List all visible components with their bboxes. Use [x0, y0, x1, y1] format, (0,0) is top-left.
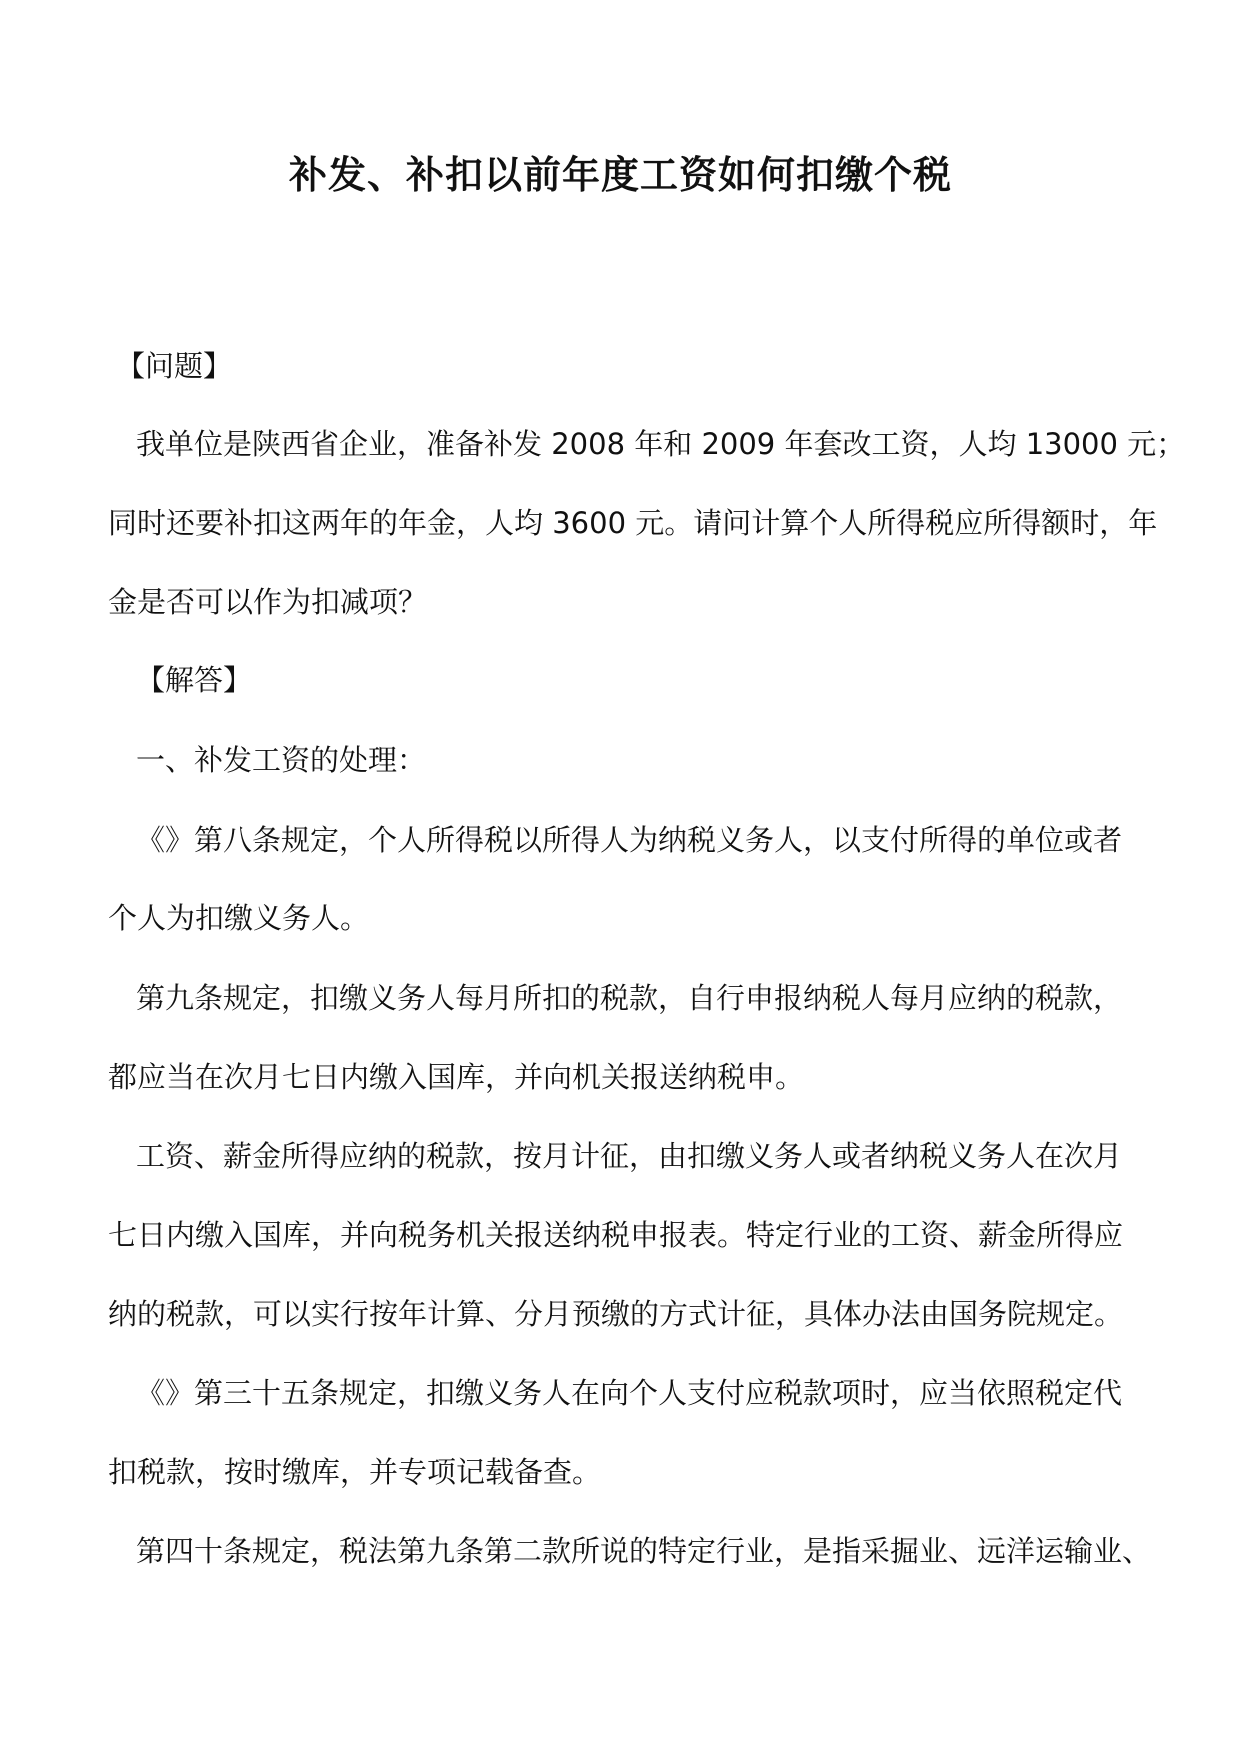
paragraph-line: 个人为扣缴义务人。 — [108, 901, 370, 935]
paragraph-line: 《》第八条规定，个人所得税以所得人为纳税义务人，以支付所得的单位或者 — [136, 823, 1123, 857]
paragraph-line: 七日内缴入国库，并向税务机关报送纳税申报表。特定行业的工资、薪金所得应 — [108, 1218, 1124, 1252]
paragraph-line: 《》第三十五条规定，扣缴义务人在向个人支付应税款项时，应当依照税定代 — [136, 1376, 1123, 1410]
question-label: 【问题】 — [116, 349, 233, 383]
section-heading: 一、补发工资的处理： — [136, 743, 427, 777]
question-line: 金是否可以作为扣减项？ — [108, 585, 428, 619]
answer-label: 【解答】 — [136, 663, 253, 697]
document-title: 补发、补扣以前年度工资如何扣缴个税 — [288, 152, 952, 197]
paragraph-line: 工资、薪金所得应纳的税款，按月计征，由扣缴义务人或者纳税义务人在次月 — [136, 1139, 1123, 1173]
question-line: 我单位是陕西省企业，准备补发 2008 年和 2009 年套改工资，人均 13000 元； — [136, 427, 1186, 461]
paragraph-line: 纳的税款，可以实行按年计算、分月预缴的方式计征，具体办法由国务院规定。 — [108, 1297, 1124, 1331]
question-line: 同时还要补扣这两年的年金，人均 3600 元。请问计算个人所得税应所得额时，年 — [108, 506, 1158, 540]
paragraph-line: 第九条规定，扣缴义务人每月所扣的税款，自行申报纳税人每月应纳的税款， — [136, 981, 1123, 1015]
paragraph-line: 第四十条规定，税法第九条第二款所说的特定行业，是指采掘业、远洋运输业、 — [136, 1534, 1152, 1568]
paragraph-line: 扣税款，按时缴库，并专项记载备查。 — [108, 1455, 602, 1489]
paragraph-line: 都应当在次月七日内缴入国库，并向机关报送纳税申。 — [108, 1060, 805, 1094]
